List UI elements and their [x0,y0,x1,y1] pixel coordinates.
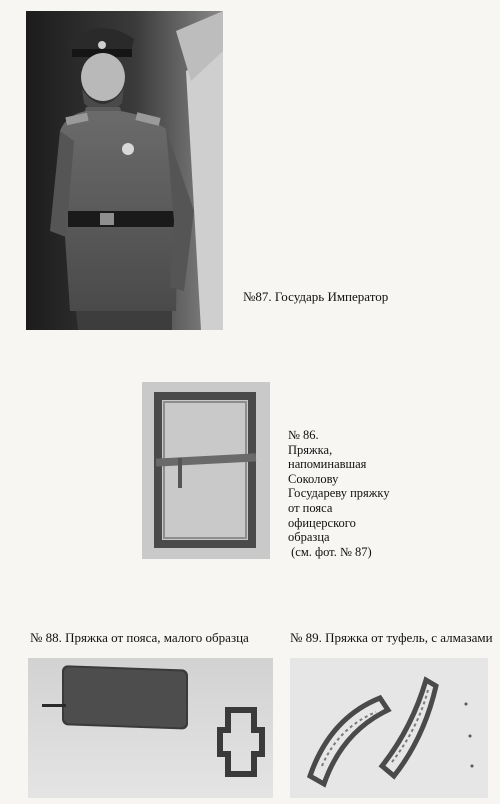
caption-fig86-line: офицерского [288,515,356,530]
photo-emperor-portrait [26,11,223,330]
caption-fig86-line: № 86. [288,428,319,442]
caption-fig86-line: Государеву пряжку [288,486,390,501]
caption-fig86-line: образца [288,530,330,545]
caption-fig88: № 88. Пряжка от пояса, малого образца [30,630,249,645]
caption-fig86-line: напоминавшая [288,457,367,472]
caption-fig89: № 89. Пряжка от туфель, с алмазами [290,630,493,645]
photo-buckle-88 [28,658,273,798]
caption-fig86-line: Пряжка, [288,442,333,457]
caption-fig86-line: от пояса [288,500,333,515]
caption-fig86-line: (см. фот. № 87) [288,544,372,559]
caption-fig86-line: Соколову [288,471,339,486]
photo-buckle-86 [142,382,270,559]
photo-buckles-89 [290,658,488,798]
caption-fig86 [288,428,390,559]
caption-fig87: №87. Государь Император [243,289,389,304]
